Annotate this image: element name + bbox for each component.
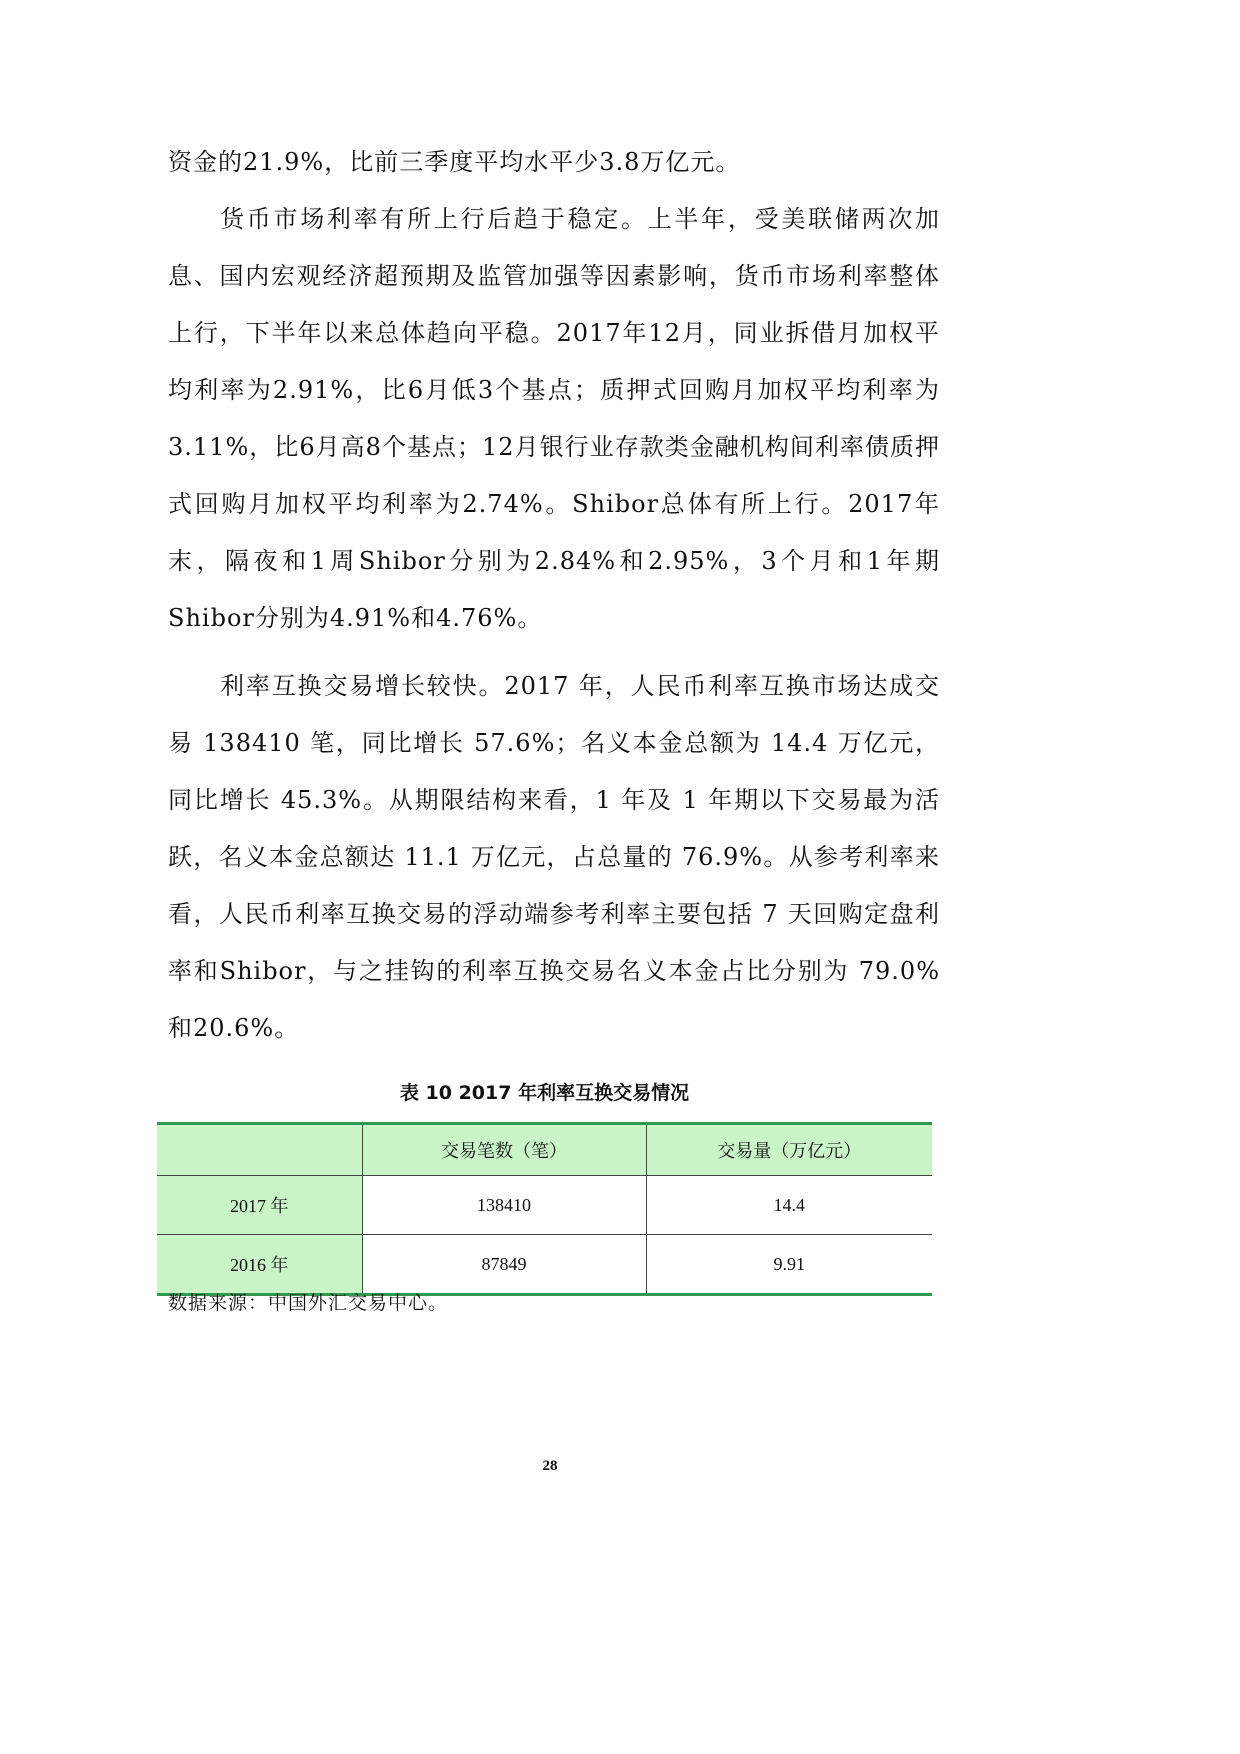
paragraph-funds-share: 资金的21.9%，比前三季度平均水平少3.8万亿元。 <box>168 148 741 176</box>
cell-trade-volume-2016: 9.91 <box>646 1235 932 1295</box>
header-cell-blank <box>157 1124 362 1176</box>
cell-trade-count-2016: 87849 <box>362 1235 646 1295</box>
paragraph-interest-rate-swaps: 利率互换交易增长较快。2017 年，人民币利率互换市场达成交易 138410 笔，同比增长 57.6%；名义本金总额为 14.4 万亿元，同比增长 45.3%。从期限结构来看，1 年及 1 年期以下交易最为活跃，名义本金总额达 11.1 万亿元，占总量的 76.9%。从参考利率来看，人民币利率互换交易的浮动端参考利率主要包括 7 天回购定盘利率和Shibor，与之挂钩的利率互换交易名义本金占比分别为 79.0%和20.6%。 <box>168 672 940 1042</box>
table-row <box>157 1176 932 1235</box>
swap-trading-table <box>157 1122 932 1296</box>
row-label-2017: 2017 年 <box>157 1176 362 1235</box>
table-header-row <box>157 1124 932 1176</box>
cell-trade-volume-2017: 14.4 <box>646 1176 932 1235</box>
cell-trade-count-2017: 138410 <box>362 1176 646 1235</box>
row-label-2016: 2016 年 <box>157 1235 362 1295</box>
page-number: 28 <box>542 1458 558 1474</box>
table-caption: 表 10 2017 年利率互换交易情况 <box>399 1082 690 1104</box>
header-cell-trade-volume: 交易量（万亿元） <box>646 1124 932 1176</box>
data-source-note: 数据来源：中国外汇交易中心。 <box>168 1292 449 1314</box>
table-row <box>157 1235 932 1295</box>
header-cell-trade-count: 交易笔数（笔） <box>362 1124 646 1176</box>
paragraph-money-market-rates: 货币市场利率有所上行后趋于稳定。上半年，受美联储两次加息、国内宏观经济超预期及监管加强等因素影响，货币市场利率整体上行，下半年以来总体趋向平稳。2017年12月，同业拆借月加权平均利率为2.91%，比6月低3个基点；质押式回购月加权平均利率为3.11%，比6月高8个基点；12月银行业存款类金融机构间利率债质押式回购月加权平均利率为2.74%。Shibor总体有所上行。2017年末，隔夜和1周Shibor分别为2.84%和2.95%，3个月和1年期Shibor分别为4.91%和4.76%。 <box>168 205 940 632</box>
